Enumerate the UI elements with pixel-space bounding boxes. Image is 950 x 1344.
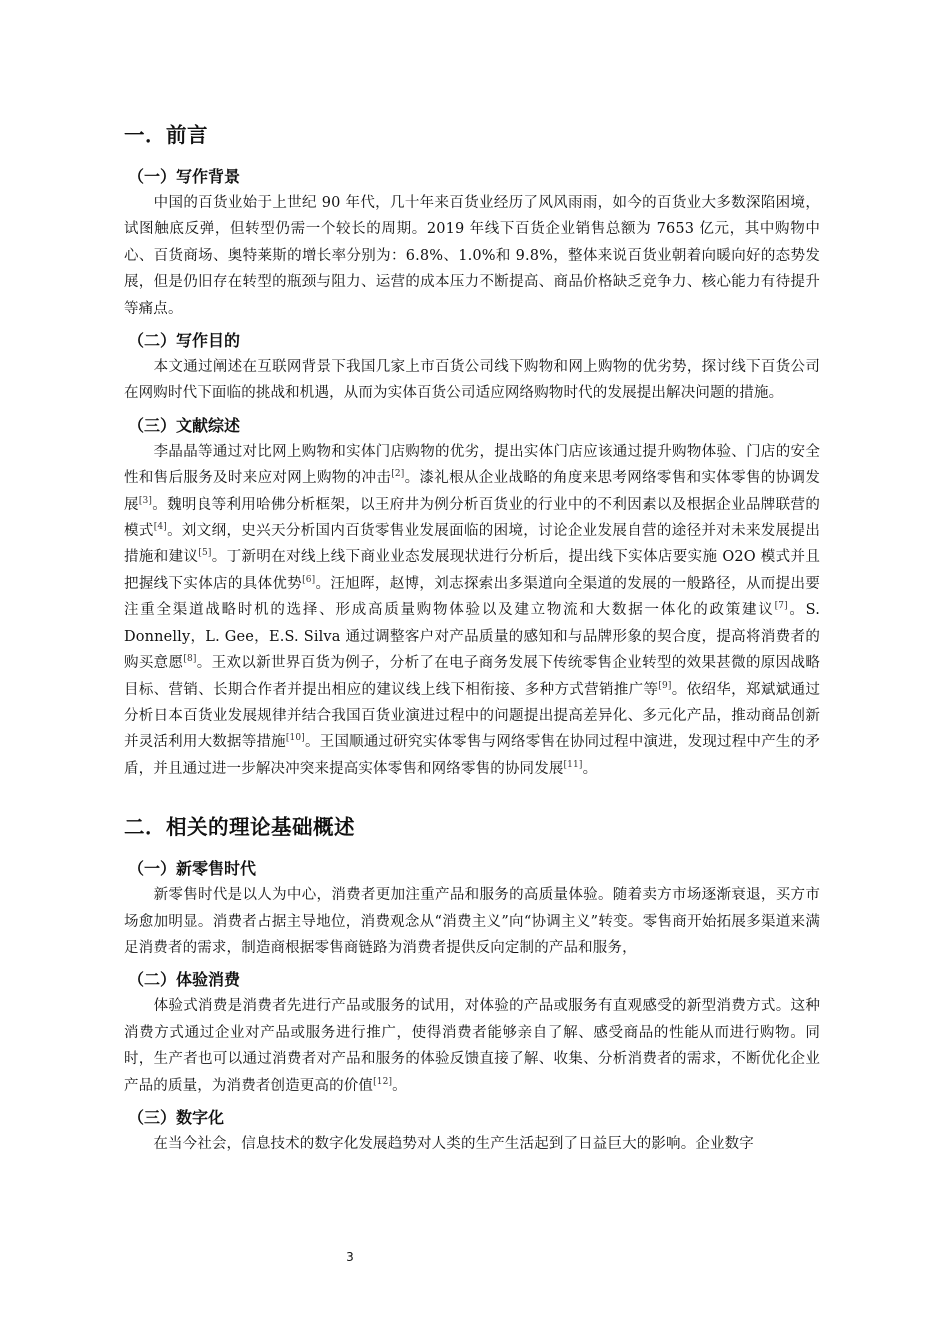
paragraph-text: 。依绍华，郑斌斌通过分析日本百货业发展规律并结合我国百货业演进过程中的问题提出提高差异化、多元化产品，推动商品创新并灵活利用大数据等措施: [124, 681, 820, 751]
paragraph-indent: [124, 887, 154, 903]
section-heading: 一．前言: [124, 123, 208, 147]
paragraph-indent: [124, 359, 154, 375]
paragraph-text: 。汪旭晖，赵博，刘志探索出多渠道向全渠道的发展的一般路径，从而提出要注重全渠道战略时机的选择、形成高质量购物体验以及建立物流和大数据一体化的政策建议: [124, 575, 820, 619]
citation-ref: [8]: [183, 654, 197, 665]
paragraph-text: 。刘文纲，史兴天分析国内百货零售业发展面临的困境，讨论企业发展自营的途径并对未来发展提出措施和建议: [124, 523, 820, 566]
body-paragraph: [124, 882, 820, 961]
section-heading: 二．相关的理论基础概述: [124, 815, 355, 840]
citation-ref: [10]: [285, 733, 305, 744]
paragraph-indent: [124, 195, 154, 211]
subsection-heading: （二）体验消费: [128, 970, 241, 990]
citation-ref: [11]: [563, 759, 583, 770]
paragraph-text: 新零售时代是以人为中心，消费者更加注重产品和服务的高质量体验。随着卖方市场逐渐衰退，买方市场愈加明显。消费者占据主导地位，消费观念从“消费主义”向“协调主义”转变。零售商开始拓展多渠道来满足消费者的需求，制造商根据零售商链路为消费者提供反向定制的产品和服务，: [124, 887, 820, 956]
paragraph-text: 李晶晶等通过对比网上购物和实体门店购物的优劣，提出实体门店应该通过提升购物体验、门店的安全性和售后服务及时来应对网上购物的冲击: [124, 443, 820, 487]
body-paragraph: [124, 439, 820, 782]
subsection-heading: （一）写作背景: [128, 167, 241, 186]
subsection-heading: （一）新零售时代: [128, 859, 257, 879]
subsection-heading: （三）文献综述: [128, 415, 241, 435]
subsection-heading: （二）写作目的: [128, 331, 241, 351]
document-body: [124, 120, 820, 1157]
paragraph-text: 。S. Donnelly，L. Gee，E.S. Silva 通过调整客户对产品质量的感知和与品牌形象的契合度，提高将消费者的购买意愿: [124, 602, 821, 672]
body-paragraph: [124, 354, 820, 407]
paragraph-text: 。: [582, 760, 598, 777]
paragraph-indent: [124, 998, 154, 1014]
paragraph-text: 中国的百货业始于上世纪 90 年代，几十年来百货业经历了风风雨雨，如今的百货业大多数深陷困境，试图触底反弹，但转型仍需一个较长的周期。2019 年线下百货企业销售总额为 7653 亿元，其中购物中心、百货商场、奥特莱斯的增长率分别为：6.8%、1.0%和 9.8%，整体来说百货业朝着向暖向好的态势发展，但是仍旧存在转型的瓶颈与阻力、运营的成本压力不断提高、商品价格缺乏竞争力、核心能力有待提升等痛点。: [124, 195, 820, 317]
citation-ref: [6]: [302, 575, 316, 586]
body-paragraph: [124, 993, 820, 1099]
paragraph-text: 本文通过阐述在互联网背景下我国几家上市百货公司线下购物和网上购物的优劣势，探讨线下百货公司在网购时代下面临的挑战和机遇，从而为实体百货公司适应网络购物时代的发展提出解决问题的措施。: [124, 359, 820, 402]
paragraph-indent: [124, 444, 154, 460]
citation-ref: [12]: [373, 1076, 393, 1087]
body-paragraph: [124, 190, 820, 322]
paragraph-text: 体验式消费是消费者先进行产品或服务的试用，对体验的产品或服务有直观感受的新型消费方式。这种消费方式通过企业对产品或服务进行推广，使得消费者能够亲自了解、感受商品的性能从而进行购物。同时，生产者也可以通过消费者对产品和服务的体验反馈直接了解、收集、分析消费者的需求，不断优化企业产品的质量，为消费者创造更高的价值: [124, 998, 820, 1094]
paragraph-indent: [124, 1136, 153, 1152]
paragraph-text: 在当今社会，信息技术的数字化发展趋势对人类的生产生活起到了日益巨大的影响。企业数字: [153, 1135, 754, 1152]
document-page: [124, 120, 820, 1157]
paragraph-text: 。丁新明在对线上线下商业业态发展现状进行分析后，提出线下实体店要实施 O2O 模式并且把握线下实体店的具体优势: [124, 549, 821, 592]
body-paragraph: [124, 1131, 820, 1157]
citation-ref: [7]: [774, 601, 788, 612]
paragraph-text: 。魏明良等利用哈佛分析框架，以王府井为例分析百货业的行业中的不利因素以及根据企业品牌联营的模式: [124, 496, 820, 540]
paragraph-text: 。: [392, 1077, 407, 1094]
citation-ref: [4]: [153, 522, 167, 533]
citation-ref: [2]: [391, 469, 405, 480]
citation-ref: [5]: [198, 548, 212, 559]
citation-ref: [3]: [138, 495, 153, 506]
citation-ref: [9]: [658, 680, 672, 691]
paragraph-text: 。王国顺通过研究实体零售与网络零售在协同过程中演进，发现过程中产生的矛盾，并且通过进一步解决冲突来提高实体零售和网络零售的协同发展: [124, 734, 820, 777]
page-number: 3: [346, 1250, 354, 1264]
paragraph-text: 。王欢以新世界百货为例子，分析了在电子商务发展下传统零售企业转型的效果甚微的原因战略目标、营销、长期合作者并提出相应的建议线上线下相衔接、多种方式营销推广等: [124, 655, 820, 698]
paragraph-text: 。漆礼根从企业战略的角度来思考网络零售和实体零售的协调发展: [124, 470, 820, 513]
subsection-heading: （三）数字化: [128, 1107, 225, 1127]
